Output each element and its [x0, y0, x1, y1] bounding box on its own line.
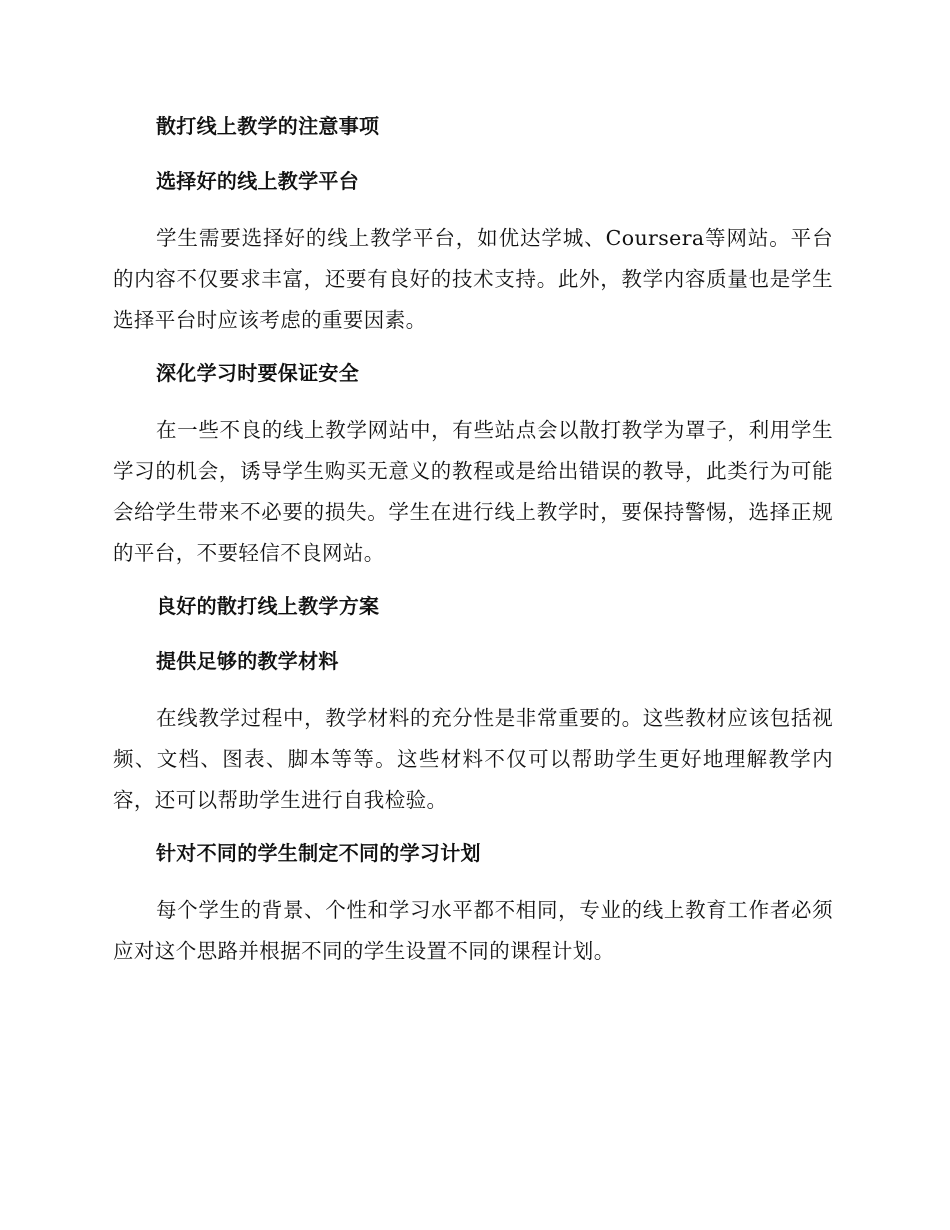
- paragraph-study-plans: 每个学生的背景、个性和学习水平都不相同，专业的线上教育工作者必须应对这个思路并根据不同的学生设置不同的课程计划。: [113, 898, 833, 963]
- subsection-title-safety: 深化学习时要保证安全: [156, 361, 359, 385]
- subsection-title-materials: 提供足够的教学材料: [156, 649, 339, 673]
- document-page: [113, 108, 833, 986]
- subsection-title-study-plans: 针对不同的学生制定不同的学习计划: [156, 841, 481, 865]
- section-title-online-notes: 散打线上教学的注意事项: [156, 114, 380, 138]
- paragraph-platform: 学生需要选择好的线上教学平台，如优达学城、Coursera等网站。平台的内容不仅要求丰富，还要有良好的技术支持。此外，教学内容质量也是学生选择平台时应该考虑的重要因素。: [113, 226, 833, 332]
- section-title-teaching-plan: 良好的散打线上教学方案: [156, 594, 380, 618]
- paragraph-materials: 在线教学过程中，教学材料的充分性是非常重要的。这些教材应该包括视频、文档、图表、脚本等等。这些材料不仅可以帮助学生更好地理解教学内容，还可以帮助学生进行自我检验。: [113, 706, 833, 812]
- subsection-title-platform: 选择好的线上教学平台: [156, 169, 359, 193]
- paragraph-safety: 在一些不良的线上教学网站中，有些站点会以散打教学为罩子，利用学生学习的机会，诱导学生购买无意义的教程或是给出错误的教导，此类行为可能会给学生带来不必要的损失。学生在进行线上教学时，要保持警惕，选择正规的平台，不要轻信不良网站。: [113, 418, 833, 565]
